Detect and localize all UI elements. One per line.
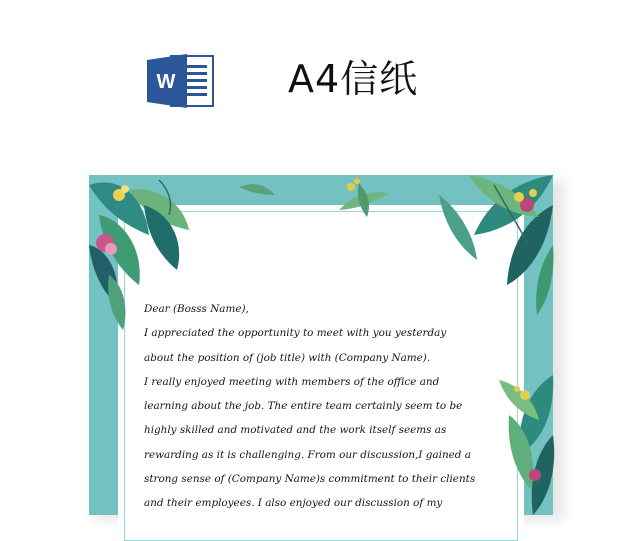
letter-line: rewarding as it is challenging. From our discussion,I gained a — [144, 448, 471, 461]
letter-line: highly skilled and motivated and the work itself seems as — [144, 424, 447, 437]
letter-body — [144, 297, 500, 516]
letter-line: Dear (Bosss Name), — [144, 303, 249, 315]
word-document-icon — [147, 52, 215, 110]
letter-line: I really enjoyed meeting with members of the office and — [144, 375, 440, 388]
letter-line: learning about the job. The entire team certainly seem to be — [144, 400, 463, 413]
top-middle-sprigs — [239, 178, 389, 217]
word-logo-letter: W — [156, 71, 176, 93]
top-right-leaves — [439, 175, 553, 315]
letter-line: I appreciated the opportunity to meet with you yesterday — [144, 327, 447, 340]
bottom-right-leaves — [499, 375, 554, 515]
letter-line: and their employees. I also enjoyed our discussion of my — [144, 497, 443, 510]
letter-line: strong sense of (Company Name)s commitment to their clients — [144, 473, 476, 486]
letter-line: about the position of (job title) with (Company Name). — [144, 351, 431, 364]
page-title: A4信纸 — [288, 57, 419, 101]
